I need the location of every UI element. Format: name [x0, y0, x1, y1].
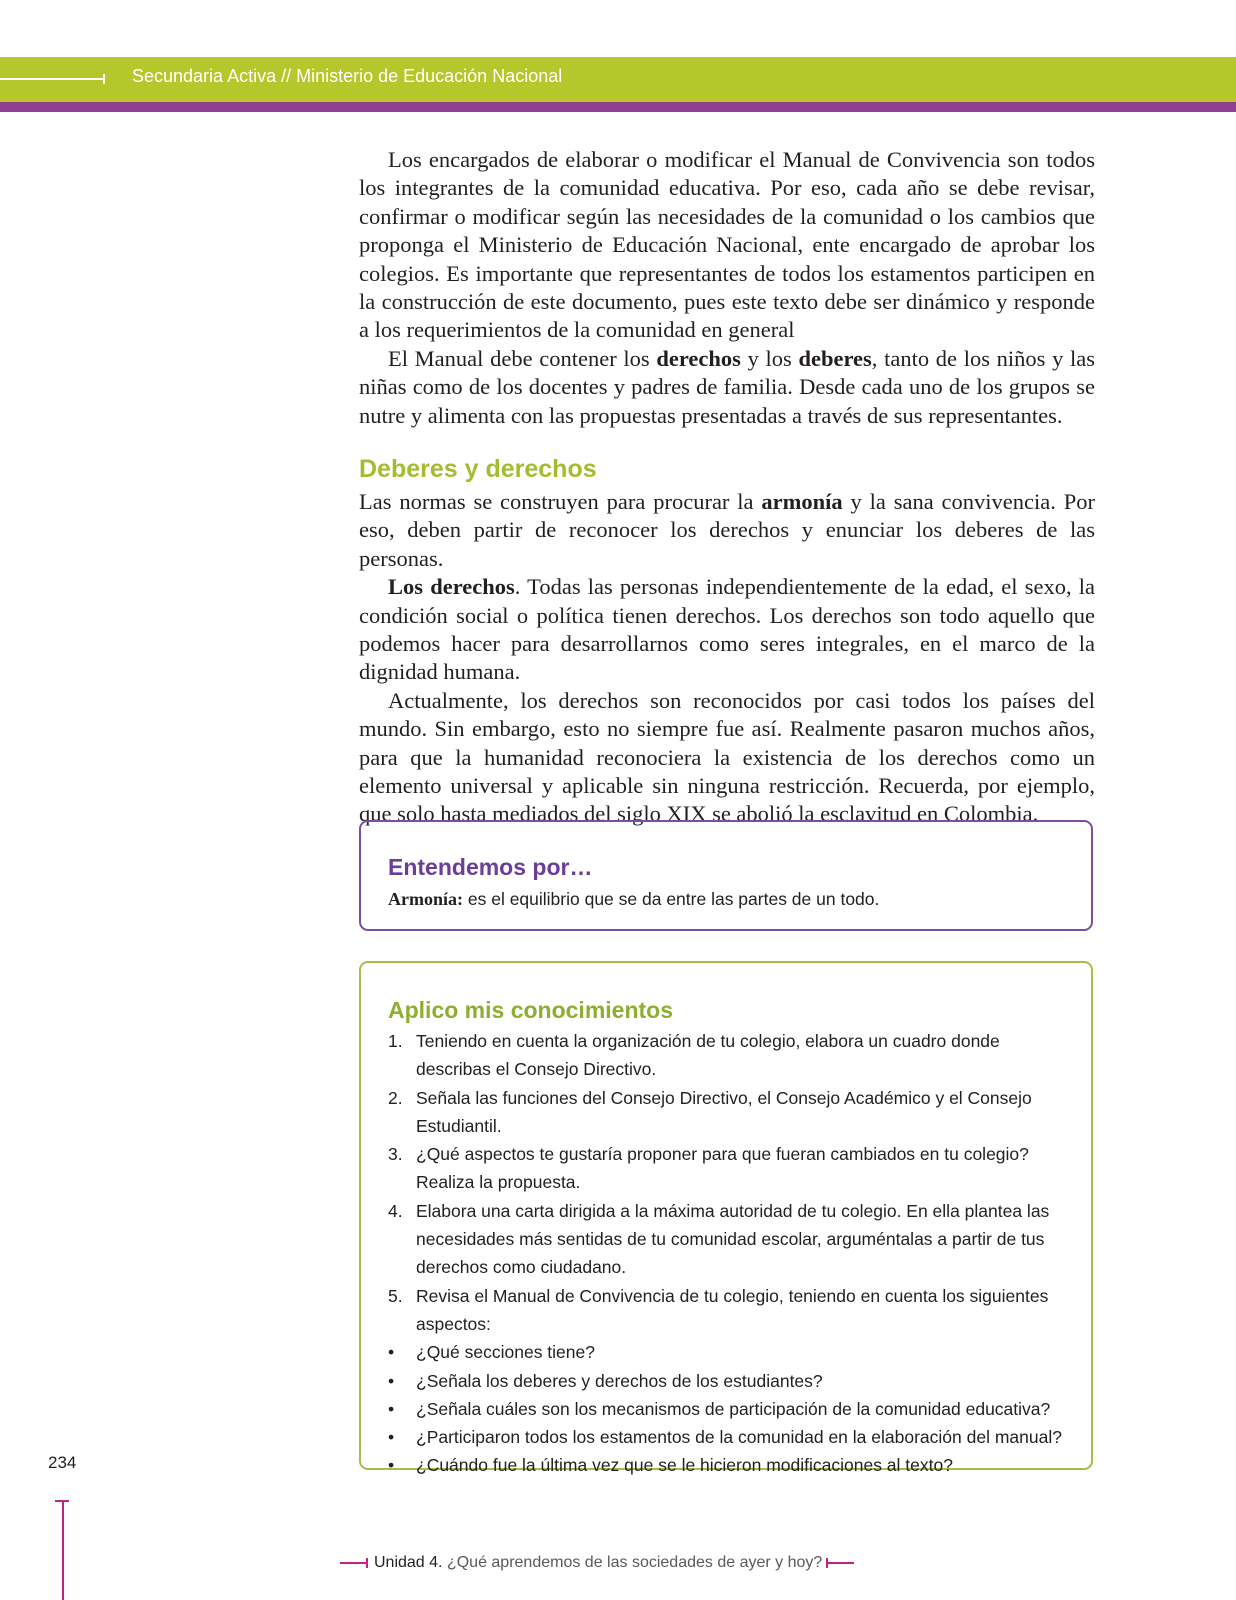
activity-box: [359, 961, 1093, 1476]
list-item-text: ¿Qué aspectos te gustaría proponer para que fueran cambiados en tu colegio? Realiza la propuesta.: [416, 1144, 1029, 1193]
footer: [340, 1551, 854, 1575]
list-item: [388, 1140, 1068, 1197]
section-text: [359, 488, 1095, 829]
list-item-text: ¿Señala los deberes y derechos de los estudiantes?: [416, 1370, 823, 1391]
bold-term: deberes: [798, 345, 872, 371]
intro-paragraph-2: [359, 345, 1095, 430]
footer-unit: Unidad 4.: [374, 1554, 443, 1571]
text-span: Las normas se construyen para procurar la: [359, 489, 762, 514]
list-marker: 5.: [388, 1285, 403, 1306]
bullet-marker: •: [388, 1455, 395, 1476]
bold-term: Los derechos: [388, 574, 515, 600]
list-item: [388, 1395, 1068, 1423]
bullet-marker: •: [388, 1398, 395, 1419]
header-stripe: [0, 102, 1236, 112]
list-item: [388, 1282, 1068, 1339]
header-rule: [0, 78, 104, 80]
text-span: , tanto de los niños y las niñas como de los docentes y padres de familia. Desde cada uno de los grupos se nutre y alimenta con las propuestas presentadas a través de sus representantes.: [359, 345, 1095, 428]
page-number: 234: [48, 1453, 77, 1472]
section-heading: Deberes y derechos: [359, 455, 597, 483]
bullet-marker: •: [388, 1342, 395, 1363]
list-item-text: Señala las funciones del Consejo Directivo, el Consejo Académico y el Consejo Estudiantil.: [416, 1087, 1032, 1136]
activity-list: [388, 1027, 1068, 1480]
list-marker: 3.: [388, 1144, 403, 1165]
list-marker: 2.: [388, 1087, 403, 1108]
bold-term: derechos: [656, 345, 741, 371]
definition-text: [388, 889, 879, 910]
bold-term: armonía: [761, 489, 843, 514]
footer-text: [374, 1554, 822, 1572]
header-title: Secundaria Activa // Ministerio de Educación Nacional: [132, 66, 563, 86]
list-item-text: Elabora una carta dirigida a la máxima autoridad de tu colegio. En ella plantea las necesidades más sentidas de tu comunidad escolar, arguméntalas a partir de tus derechos como ciudadano.: [416, 1200, 1050, 1278]
list-item: [388, 1084, 1068, 1141]
text-span: y la sana convivencia. Por eso, deben partir de reconocer los derechos y enunciar los deberes de las personas.: [359, 489, 1096, 571]
list-item-text: Revisa el Manual de Convivencia de tu colegio, teniendo en cuenta los siguientes aspectos:: [416, 1285, 1049, 1334]
text-span: El Manual debe contener los: [388, 345, 657, 371]
activity-box-title: Aplico mis conocimientos: [388, 997, 673, 1023]
list-item: [388, 1423, 1068, 1451]
section-paragraph-2: [359, 573, 1095, 687]
list-marker: 1.: [388, 1031, 403, 1051]
list-item: [388, 1197, 1068, 1282]
list-item-text: ¿Señala cuáles son los mecanismos de participación de la comunidad educativa?: [416, 1398, 1051, 1419]
section-paragraph-1: [359, 488, 1095, 573]
definition-box: [359, 820, 1093, 931]
footer-rule-left: [340, 1562, 366, 1564]
list-item: [388, 1367, 1068, 1395]
intro-text: [359, 146, 1095, 430]
list-marker: 4.: [388, 1200, 403, 1221]
side-rule: [62, 1501, 64, 1600]
list-item: [388, 1027, 1068, 1084]
list-item-text: ¿Participaron todos los estamentos de la comunidad en la elaboración del manual?: [416, 1427, 1062, 1448]
list-item-text: ¿Qué secciones tiene?: [416, 1342, 595, 1363]
definition-body: es el equilibrio que se da entre las partes de un todo.: [463, 889, 880, 909]
text-span: . Todas las personas independientemente de la edad, el sexo, la condición social o política tienen derechos. Los derechos son todo aquello que podemos hacer para desarrollarnos como seres integrales, en el marco de la dignidad humana.: [359, 574, 1095, 685]
list-item-text: Teniendo en cuenta la organización de tu colegio, elabora un cuadro donde describas el Consejo Directivo.: [416, 1031, 1000, 1080]
text-span: y los: [740, 345, 799, 371]
bullet-marker: •: [388, 1427, 395, 1448]
header-rule-tick: [103, 74, 105, 84]
footer-title: ¿Qué aprendemos de las sociedades de ayer y hoy?: [442, 1554, 823, 1571]
definition-box-title: Entendemos por…: [388, 854, 593, 880]
footer-rule-tick: [366, 1558, 368, 1568]
list-item-text: ¿Cuándo fue la última vez que se le hicieron modificaciones al texto?: [416, 1455, 953, 1476]
bullet-marker: •: [388, 1370, 395, 1391]
list-item: [388, 1338, 1068, 1366]
footer-rule-right: [828, 1562, 854, 1564]
definition-term: Armonía:: [388, 889, 463, 909]
intro-paragraph-1: Los encargados de elaborar o modificar el Manual de Convivencia son todos los integrantes de la comunidad educativa. Por eso, cada año se debe revisar, confirmar o modificar según las necesidades de la comunidad o los cambios que proponga el Ministerio de Educación Nacional, ente encargado de aprobar los colegios. Es importante que representantes de todos los estamentos participen en la construcción de este documento, pues este texto debe ser dinámico y responde a los requerimientos de la comunidad en general: [359, 147, 1095, 343]
section-paragraph-3: Actualmente, los derechos son reconocidos por casi todos los países del mundo. Sin embargo, esto no siempre fue así. Realmente pasaron muchos años, para que la humanidad reconociera la existencia de los derechos como un elemento universal y aplicable sin ninguna restricción. Recuerda, por ejemplo, que solo hasta mediados del siglo XIX se abolió la esclavitud en Colombia.: [359, 687, 1095, 827]
list-item: [388, 1451, 1068, 1479]
